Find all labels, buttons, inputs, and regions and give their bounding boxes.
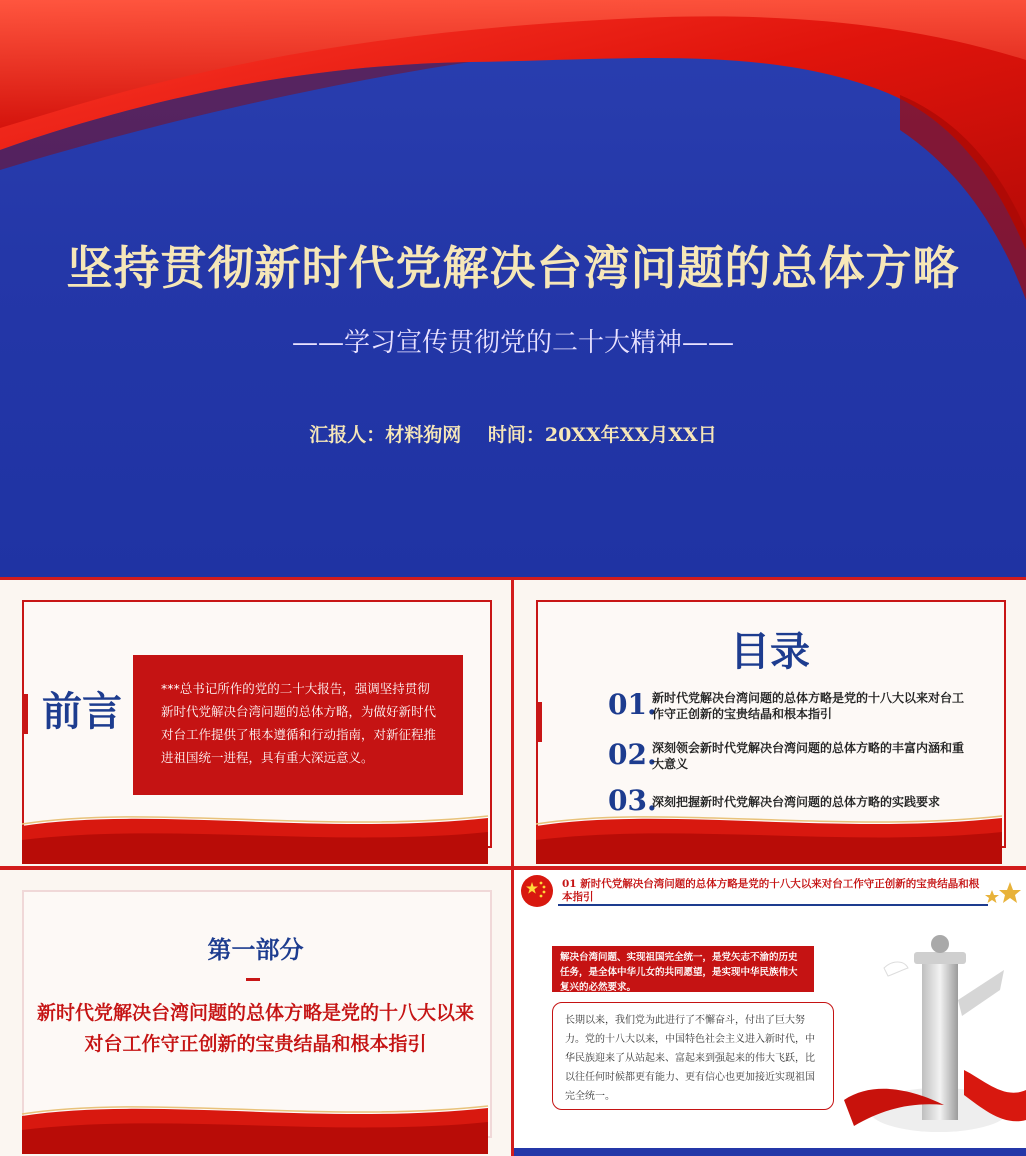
body-box: 长期以来，我们党为此进行了不懈奋斗，付出了巨大努力。党的十八大以来，中国特色社会主义进入新时代，中华民族迎来了从站起来、富起来到强起来的伟大飞跃，比以往任何时候都更有能力、更有信心也更加接近实现祖国完全统一。 xyxy=(552,1002,834,1110)
part-title-line-1: 新时代党解决台湾问题的总体方略是党的十八大以来 xyxy=(36,1002,474,1024)
part-title-line-2: 对台工作守正创新的宝贵结晶和根本指引 xyxy=(84,1033,427,1055)
highlight-box: 解决台湾问题、实现祖国完全统一，是党矢志不渝的历史任务，是全体中华儿女的共同愿望，是实现中华民族伟大复兴的必然要求。 xyxy=(552,946,814,992)
heading-dash xyxy=(246,978,260,981)
toc-text: 深刻领会新时代党解决台湾问题的总体方略的丰富内涵和重大意义 xyxy=(652,741,965,771)
red-wave-decoration xyxy=(514,796,1026,866)
toc-number: 03. xyxy=(608,784,657,817)
huabiao-pillar-illustration xyxy=(844,930,1026,1150)
content-header: 01 新时代党解决台湾问题的总体方略是党的十八大以来对台工作守正创新的宝贵结晶和根本指引 xyxy=(562,878,980,903)
toc-text: 新时代党解决台湾问题的总体方略是党的十八大以来对台工作守正创新的宝贵结晶和根本指引 xyxy=(652,691,965,721)
date-text: 时间：20XX年XX月XX日 xyxy=(487,424,717,446)
part-one-slide[interactable] xyxy=(0,870,511,1156)
preface-body: ***总书记所作的党的二十大报告，强调坚持贯彻新时代党解决台湾问题的总体方略，为做好新时代对台工作提供了根本遵循和行动指南，对新征程推进祖国统一进程，具有重大深远意义。 xyxy=(133,655,463,795)
accent-bar xyxy=(22,694,28,734)
star-icon xyxy=(982,880,1022,906)
red-wave-decoration xyxy=(0,796,511,866)
header-underline xyxy=(558,904,988,906)
toc-number: 01. xyxy=(608,688,657,721)
preface-slide[interactable] xyxy=(0,580,511,866)
content-slide[interactable] xyxy=(514,870,1026,1156)
toc-title: 目录 xyxy=(730,628,810,675)
cover-slide[interactable] xyxy=(0,0,1026,577)
part-title xyxy=(30,998,481,1060)
toc-slide[interactable] xyxy=(514,580,1026,866)
bottom-band xyxy=(514,1148,1026,1156)
part-heading: 第一部分 xyxy=(207,935,304,964)
cover-subtitle: ——学习宣传贯彻党的二十大精神—— xyxy=(291,328,734,358)
cover-info xyxy=(0,420,1026,447)
toc-text: 深刻把握新时代党解决台湾问题的总体方略的实践要求 xyxy=(652,795,941,809)
reporter-text: 汇报人：材料狗网 xyxy=(309,424,462,446)
flag-icon xyxy=(520,874,554,908)
preface-title: 前言 xyxy=(42,688,122,735)
toc-number: 02. xyxy=(608,738,657,771)
accent-bar xyxy=(536,702,542,742)
red-wave-decoration xyxy=(0,1086,511,1156)
cover-title: 坚持贯彻新时代党解决台湾问题的总体方略 xyxy=(66,241,960,295)
